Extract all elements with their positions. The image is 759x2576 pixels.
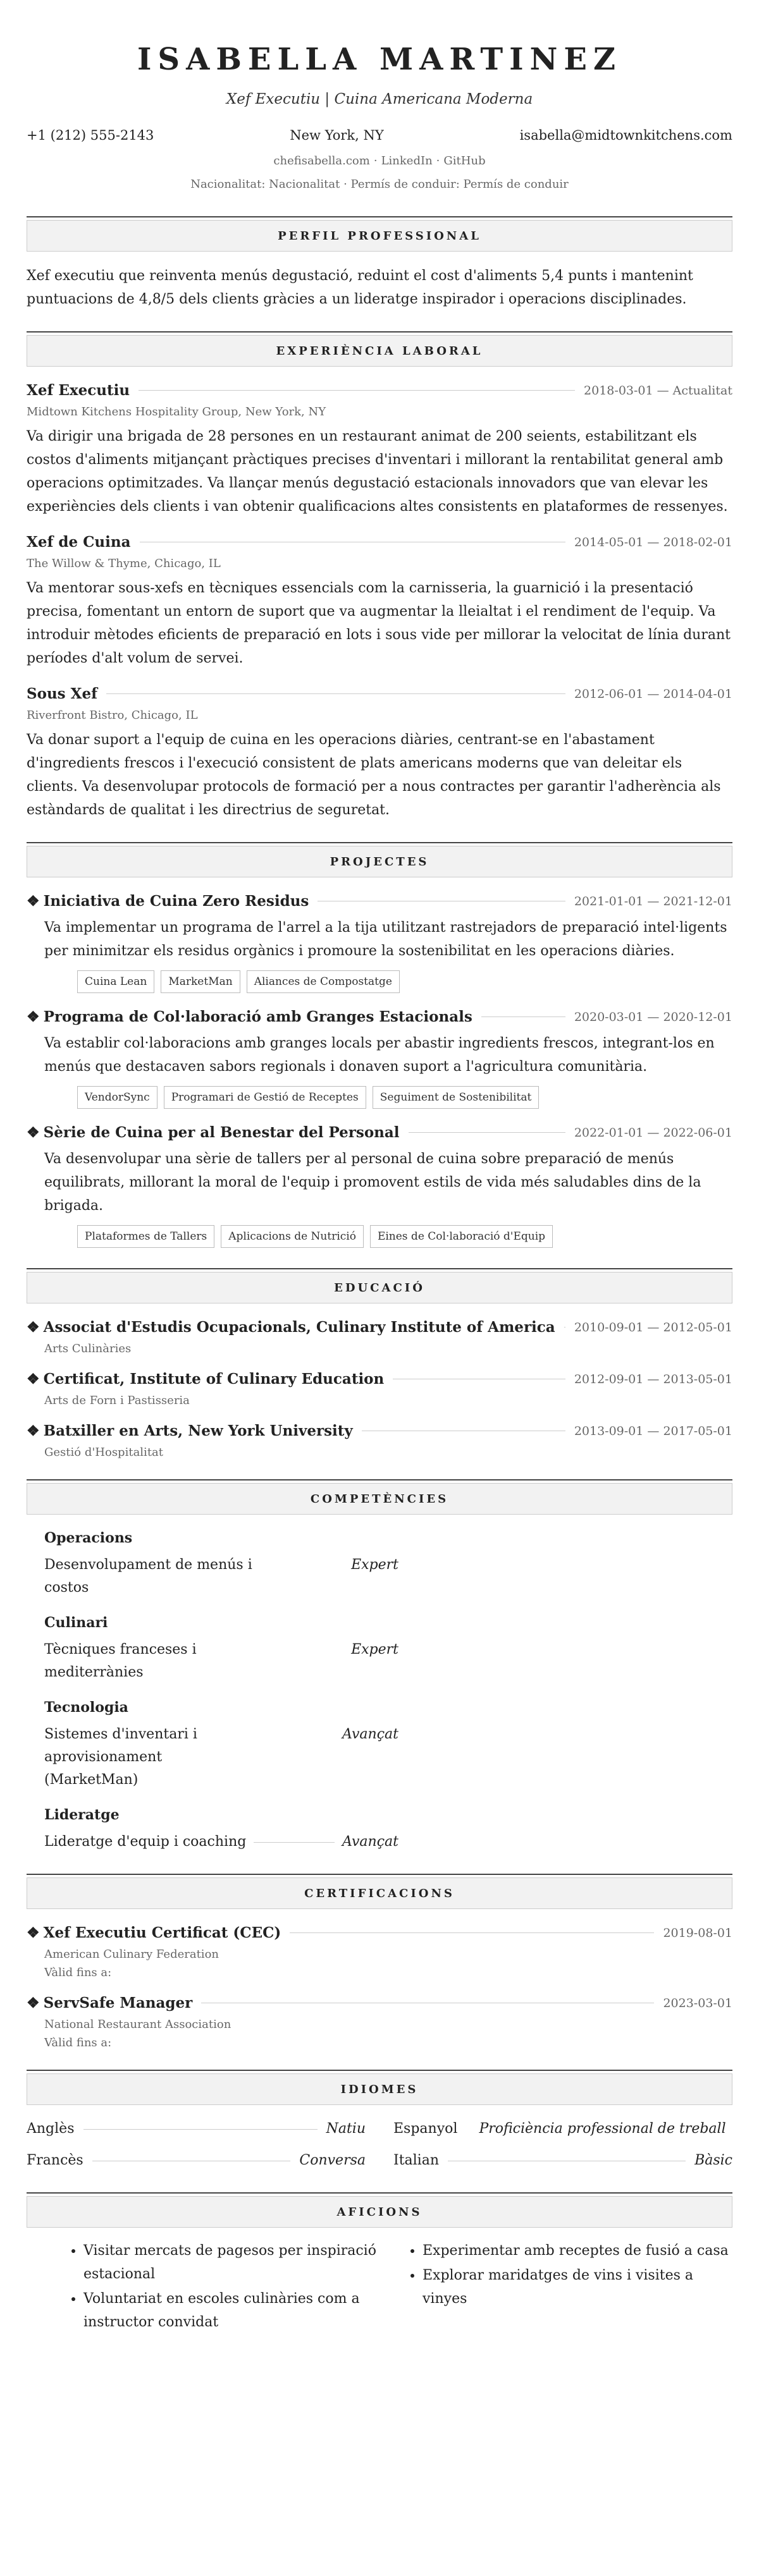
nationality-line: Nacionalitat: Nacionalitat · Permís de conduir: Permís de conduir [190, 178, 569, 191]
section-title: PROJECTES [27, 846, 732, 877]
certification-validity: Vàlid fins a: [44, 1966, 112, 1979]
project-description: Va implementar un programa de l'arrel a la tija utilitzant rastrejadors de preparació intel·ligents per minimitzar els residus orgànics i promoure la sostenibilitat en les operacions diàries. [44, 920, 727, 959]
certification-date: 2019-08-01 [663, 1926, 732, 1940]
experience-entry [27, 382, 732, 518]
project-name: Sèrie de Cuina per al Benestar del Personal [43, 1124, 400, 1141]
contact-row [27, 128, 732, 143]
diamond-bullet-icon: ❖ [27, 1994, 40, 2011]
job-title: Xef de Cuina [27, 534, 131, 551]
job-org: Riverfront Bistro, Chicago, IL [27, 709, 198, 722]
hobby-item: • Visitar mercats de pagesos per inspiració estacional [83, 2239, 393, 2286]
profile-summary: Xef executiu que reinventa menús degustació, reduint el cost d'aliments 5,4 punts i mantenint puntuacions de 4,8/5 dels clients gràcies a un lideratge inspirador i operacions disciplinades. [27, 268, 693, 307]
project-dates: 2021-01-01 — 2021-12-01 [574, 894, 732, 908]
profile-section [27, 216, 732, 311]
diamond-bullet-icon: ❖ [27, 1008, 40, 1025]
link-separator: · [436, 154, 440, 168]
job-dates: 2014-05-01 — 2018-02-01 [574, 535, 732, 549]
diamond-bullet-icon: ❖ [27, 1319, 40, 1336]
skills-list [27, 1530, 398, 1853]
github-link[interactable]: GitHub [443, 154, 486, 168]
tech-tag: Aplicacions de Nutrició [221, 1225, 364, 1248]
project-entry [27, 1008, 732, 1109]
certification-date: 2023-03-01 [663, 1996, 732, 2010]
tech-tag: Seguiment de Sostenibilitat [373, 1086, 540, 1109]
skill-row [44, 1831, 398, 1853]
diamond-bullet-icon: ❖ [27, 893, 40, 910]
project-description: Va establir col·laboracions amb granges locals per abastir ingredients frescos, integrant-los en menús que destacaven sabors regionals i donaven suport a l'agricultura comunitària. [44, 1035, 715, 1075]
experience-entry [27, 534, 732, 670]
link-separator: · [373, 154, 378, 168]
project-name: Iniciativa de Cuina Zero Residus [43, 893, 309, 910]
language-level: Bàsic [694, 2152, 732, 2168]
section-title: EXPERIÈNCIA LABORAL [27, 335, 732, 367]
field-of-study: Arts Culinàries [44, 1342, 132, 1355]
language-name: Anglès [27, 2121, 75, 2137]
field-of-study: Arts de Forn i Pastisseria [44, 1394, 190, 1407]
tech-tag: Aliances de Compostatge [247, 970, 400, 993]
tech-tag: MarketMan [161, 970, 240, 993]
skill-row [44, 1639, 398, 1684]
language-row [393, 2149, 732, 2172]
skill-name: Sistemes d'inventari i aprovisionament (MarketMan) [44, 1726, 197, 1788]
email-link[interactable]: isabella@midtownkitchens.com [519, 128, 732, 143]
diamond-bullet-icon: ❖ [27, 1370, 40, 1388]
skill-level: Expert [351, 1642, 398, 1657]
certification-entry [27, 1924, 732, 1979]
hobbies-list [27, 2239, 732, 2335]
education-entry [27, 1422, 732, 1459]
education-entry [27, 1319, 732, 1355]
language-level: Proficiència professional de treball [479, 2121, 726, 2137]
language-row [27, 2118, 366, 2140]
phone: +1 (212) 555-2143 [27, 128, 154, 143]
section-title: EDUCACIÓ [27, 1272, 732, 1303]
language-name: Italian [393, 2152, 440, 2168]
skill-category: Lideratge [44, 1807, 120, 1823]
skill-category: Tecnologia [44, 1699, 128, 1716]
language-level: Natiu [326, 2121, 366, 2137]
skill-category: Culinari [44, 1615, 108, 1631]
project-dates: 2022-01-01 — 2022-06-01 [574, 1125, 732, 1140]
job-title: Sous Xef [27, 685, 98, 702]
website-link[interactable]: chefisabella.com [273, 154, 370, 168]
certification-name: ServSafe Manager [43, 1994, 193, 2011]
job-description: Va donar suport a l'equip de cuina en les operacions diàries, centrant-se en l'abastament d'ingredients frescos i l'execució consistent de plats americans moderns que van deleitar els clients. Va desenvolupar protocols de formació per a nous contractes per garantir l'adherència als estàndards de qualitat i les directrius de seguretat. [27, 732, 721, 818]
skill-category: Operacions [44, 1530, 133, 1546]
degree: Batxiller en Arts, New York University [43, 1422, 353, 1439]
certification-issuer: National Restaurant Association [44, 2018, 231, 2031]
certification-entry [27, 1994, 732, 2049]
certification-name: Xef Executiu Certificat (CEC) [43, 1924, 281, 1941]
skill-level: Avançat [342, 1834, 398, 1850]
certification-issuer: American Culinary Federation [44, 1948, 219, 1961]
education-dates: 2010-09-01 — 2012-05-01 [574, 1320, 732, 1334]
projects-section [27, 842, 732, 1248]
skill-name: Lideratge d'equip i coaching [44, 1834, 247, 1850]
language-level: Conversa [299, 2152, 366, 2168]
project-entry [27, 1124, 732, 1248]
education-section [27, 1268, 732, 1459]
job-dates: 2018-03-01 — Actualitat [584, 383, 732, 398]
tech-tag: Eines de Col·laboració d'Equip [370, 1225, 553, 1248]
candidate-name: ISABELLA MARTINEZ [137, 42, 622, 77]
skill-level: Avançat [342, 1726, 398, 1742]
section-title: AFICIONS [27, 2196, 732, 2228]
section-title: IDIOMES [27, 2073, 732, 2105]
skill-name: Tècniques franceses i mediterrànies [44, 1642, 197, 1680]
tech-tag: Cuina Lean [77, 970, 154, 993]
project-description: Va desenvolupar una sèrie de tallers per al personal de cuina sobre preparació de menús equilibrats, millorant la moral de l'equip i promovent estils de vida més saludables dins de la brigada. [44, 1151, 701, 1214]
diamond-bullet-icon: ❖ [27, 1124, 40, 1141]
skills-section [27, 1479, 732, 1853]
section-title: CERTIFICACIONS [27, 1877, 732, 1909]
diamond-bullet-icon: ❖ [27, 1422, 40, 1439]
field-of-study: Gestió d'Hospitalitat [44, 1446, 164, 1459]
tech-tag: VendorSync [77, 1086, 157, 1109]
skill-name: Desenvolupament de menús i costos [44, 1557, 252, 1596]
language-name: Espanyol [393, 2121, 458, 2137]
language-row [393, 2118, 732, 2140]
job-org: Midtown Kitchens Hospitality Group, New York, NY [27, 405, 326, 418]
hobby-item: • Explorar maridatges de vins i visites a vinyes [423, 2264, 732, 2310]
tech-tag: Plataformes de Tallers [77, 1225, 214, 1248]
project-entry [27, 893, 732, 993]
job-description: Va dirigir una brigada de 28 persones en un restaurant animat de 200 seients, estabilitzant els costos d'aliments mitjançant pràctiques precises d'inventari i millorant la rentabilitat general amb operacions optimitzades. Va llançar menús degustació estacionals innovadors que van elevar les experiències dels clients i van obtenir qualificacions altes consistents en plataformes de ressenyes. [27, 429, 728, 515]
job-org: The Willow & Thyme, Chicago, IL [27, 557, 221, 570]
education-dates: 2012-09-01 — 2013-05-01 [574, 1372, 732, 1386]
location: New York, NY [290, 128, 384, 143]
project-tags [27, 1225, 732, 1248]
education-dates: 2013-09-01 — 2017-05-01 [574, 1424, 732, 1438]
hobby-item: • Experimentar amb receptes de fusió a casa [423, 2239, 732, 2262]
project-dates: 2020-03-01 — 2020-12-01 [574, 1010, 732, 1024]
hobby-item: • Voluntariat en escoles culinàries com a instructor convidat [83, 2287, 393, 2334]
language-name: Francès [27, 2152, 83, 2168]
degree: Certificat, Institute of Culinary Education [43, 1370, 385, 1388]
project-name: Programa de Col·laboració amb Granges Estacionals [43, 1008, 472, 1025]
certification-validity: Vàlid fins a: [44, 2036, 112, 2049]
skill-row [44, 1723, 398, 1792]
education-entry [27, 1370, 732, 1407]
skill-row [44, 1554, 398, 1599]
job-description: Va mentorar sous-xefs en tècniques essencials com la carnisseria, la guarnició i la presentació precisa, fomentant un entorn de suport que va augmentar la lleialtat i el rendiment de l'equip. Va introduir mètodes eficients de preparació en lots i sous vide per millorar la velocitat de línia durant períodes d'alt volum de servei. [27, 580, 731, 666]
degree: Associat d'Estudis Ocupacionals, Culinary Institute of America [43, 1319, 555, 1336]
headline: Xef Executiu | Cuina Americana Moderna [226, 91, 533, 107]
tech-tag: Programari de Gestió de Receptes [164, 1086, 366, 1109]
diamond-bullet-icon: ❖ [27, 1924, 40, 1941]
experience-entry [27, 685, 732, 822]
languages-grid [27, 2118, 732, 2172]
skill-level: Expert [351, 1557, 398, 1573]
experience-section [27, 331, 732, 822]
section-title: COMPETÈNCIES [27, 1483, 732, 1515]
project-tags [27, 1086, 732, 1109]
job-dates: 2012-06-01 — 2014-04-01 [574, 687, 732, 701]
languages-section [27, 2070, 732, 2172]
hobbies-section [27, 2192, 732, 2335]
language-row [27, 2149, 366, 2172]
section-title: PERFIL PROFESSIONAL [27, 220, 732, 252]
job-title: Xef Executiu [27, 382, 130, 399]
linkedin-link[interactable]: LinkedIn [381, 154, 433, 168]
project-tags [27, 970, 732, 993]
certifications-section [27, 1874, 732, 2049]
profile-links [27, 154, 732, 168]
